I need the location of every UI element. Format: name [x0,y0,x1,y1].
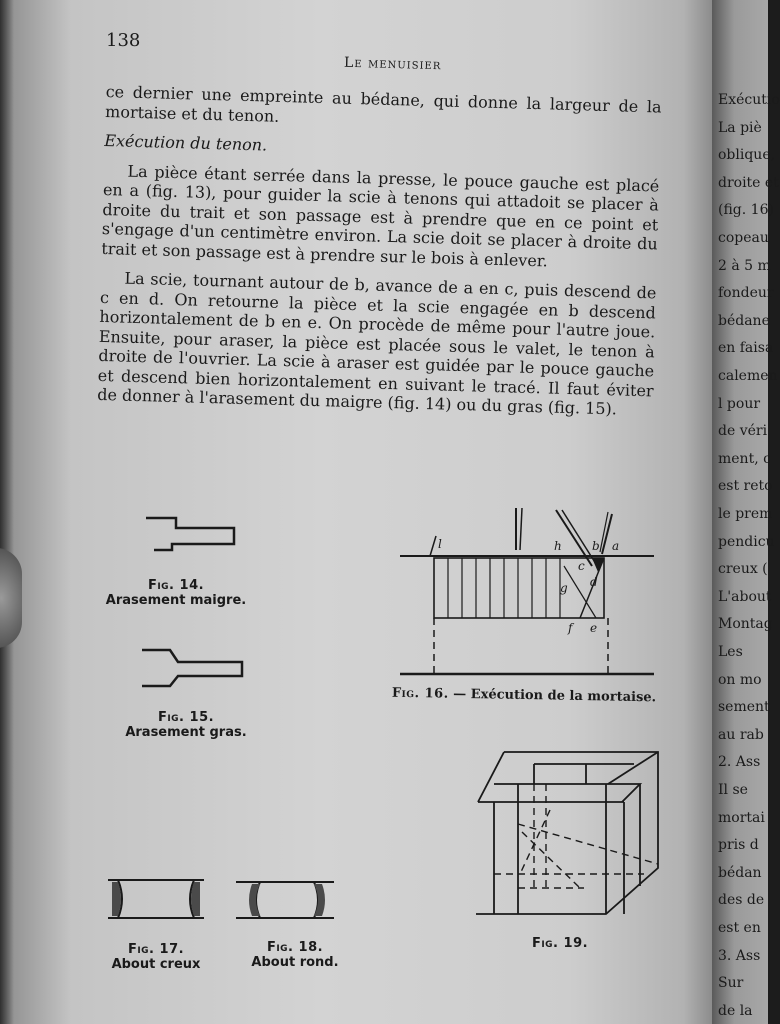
right-page-fragment: ment, c [718,450,771,467]
fig17-number: Fig. 17. [127,942,185,957]
running-head: Le menuisier [343,54,442,74]
fig16-label-d: d [590,575,598,589]
right-page-fragment: oblique, [718,147,776,164]
fig14-number: Fig. 14. [147,578,205,593]
right-page-fragment: le prem [718,506,773,522]
fig17-title: About creux [111,957,201,972]
fig15-number: Fig. 15. [157,710,215,725]
fig16-caption [382,686,666,706]
fig16-number: Fig. 16. [391,685,449,702]
right-page-fragment: des de [718,892,765,909]
fig15-title: Arasement gras. [125,725,247,740]
right-page-fragment: Exécutio [718,92,780,108]
right-page-fragment: mortai [718,809,765,826]
fig18-number: Fig. 18. [266,940,324,955]
paragraph-1: La pièce étant serrée dans la presse, le pouce gauche est placé en a (fig. 13), pour guider la scie à tenons qui attadoit se placer à droite du trait et son passage est à prendre que en ce point et s'engage d'un centimètre environ. La scie doit se placer à droite du trait et son passage est à prendre sur le bois à enlever. [101,161,660,270]
section-subheading: Exécution du tenon. [104,130,268,155]
right-page-fragment: l pour [718,395,761,412]
fig16-title: — Exécution de la mortaise. [453,686,657,706]
body-text [97,82,662,420]
fig19-drawing [474,744,664,922]
fig16-label-a: a [612,539,620,553]
fig14-drawing [140,510,240,555]
right-page-fragment: calemen [718,368,778,384]
intro-paragraph: ce dernier une empreinte au bédane, qui donne la largeur de la mortaise et du tenon. [104,82,662,126]
right-page-fragment: pendicu [718,533,775,550]
right-page-fragment: est en [718,920,761,936]
fig18-caption [228,940,362,970]
fig16-label-f: f [568,621,573,635]
fig18-title: About rond. [251,955,339,970]
right-page-fragment: Montag [718,616,773,633]
right-page-fragment: au rab [718,726,764,743]
right-page-fragment: de la [718,1002,753,1019]
right-page-fragment: creux ( [718,561,768,578]
right-page-fragment: de véri [718,423,768,440]
right-page-fragment: droite et [718,174,779,191]
fig14-title: Arasement maigre. [105,593,247,608]
fig17-drawing [108,874,206,924]
fig18-drawing [236,876,336,924]
right-page-fragment: bédane [718,312,770,329]
fig15-caption [106,710,266,740]
book-page-right [712,0,780,1024]
right-page-fragment: 2. Ass [718,754,761,771]
paragraph-2: La scie, tournant autour de b, avance de a en c, puis descend de c en d. On retourne la pièce et la scie engagée en b descend horizontalement de b en e. On procède de même pour l'autre joue. Ensuite, pour araser, la pièce est placée sous le valet, le tenon à droite de l'ouvrier. La scie à araser est guidée par le pouce gauche et descend bien horizontalement en suivant le tracé. Il faut éviter de donner à l'arasement du maigre (fig. 14) ou du gras (fig. 15). [97,268,657,419]
right-page-fragment: copeau [718,230,769,246]
page-number: 138 [106,30,141,51]
right-page-fragment: sement [718,699,770,716]
right-page-fragment: pris d [718,837,759,854]
right-page-fragment: bédan [718,864,762,881]
right-page-fragment: Il se [718,782,748,798]
right-page-fragment: en faisa [718,340,774,357]
fig16-label-b: b [592,539,600,553]
fig14-caption [96,578,256,608]
fig15-drawing [140,644,250,694]
fig16-label-h: h [554,539,562,553]
right-page-fragment: 2 à 5 m [718,257,771,274]
right-page-fragment: est reto [718,478,773,495]
fig19-number: Fig. 19. [531,936,589,951]
right-page-fragment: La piè [718,119,762,136]
right-page-fragment: Sur [718,975,744,992]
right-page-fragment: Les [718,644,743,660]
fig19-caption [520,936,600,951]
fig16-label-g: g [560,581,568,595]
thumb [0,548,22,648]
fig16-label-e: e [590,621,598,635]
fig16-label-l: l [438,537,442,551]
right-page-fragment: L'about [718,588,772,605]
fig16-label-c: c [578,559,585,573]
right-page-fragment: 3. Ass [718,947,761,964]
fig17-caption [92,942,220,972]
right-page-fragment: (fig. 16) [718,202,774,219]
right-page-fragment: fondeur [718,285,774,302]
right-page-fragment: on mo [718,671,762,688]
page-gutter-shadow [0,0,14,1024]
fig16-drawing [396,506,658,682]
